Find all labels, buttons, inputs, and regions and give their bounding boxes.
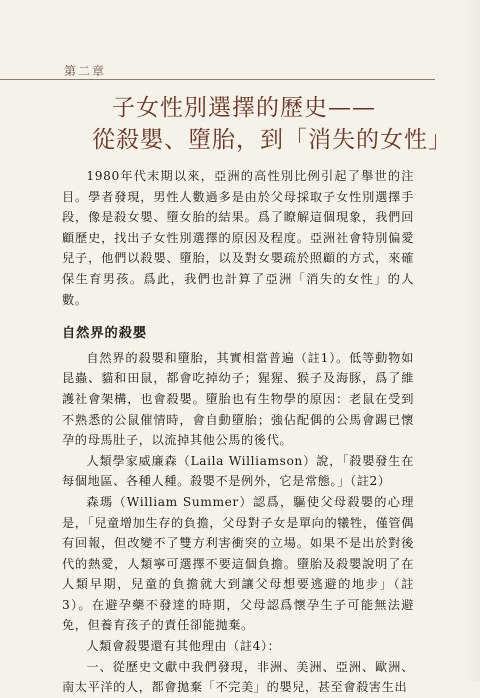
paragraph: 人類會殺嬰還有其他理由（註4）： <box>86 639 281 654</box>
title-line-1: 子女性別選擇的歷史—— <box>112 95 376 121</box>
chapter-title <box>88 92 458 156</box>
section-heading: 自然界的殺嬰 <box>62 326 148 342</box>
chapter-header: 第二章 <box>64 64 107 78</box>
intro-paragraph: 1980年代末期以來，亞洲的高性別比例引起了舉世的注目。學者發現，男性人數過多是由於父母採取子女性別選擇手段，像是殺女嬰、墮女胎的結果。爲了瞭解這個現象，我們回顧歷史，找出子女性別選擇的原因及程度。亞洲社會特別偏愛兒子，他們以殺嬰、墮胎，以及對女嬰疏於照顧的方式，來確保生育男孩。爲此，我們也計算了亞洲「消失的女性」的人數。 <box>62 169 414 307</box>
paragraph: 自然界的殺嬰和墮胎，其實相當普遍（註1）。低等動物如昆蟲、貓和田鼠，都會吃掉幼子；猩猩、猴子及海豚，爲了維護社會架構，也會殺嬰。墮胎也有生物學的原因：老鼠在受到不熟悉的公鼠催情時，會自動墮胎；強佔配偶的公馬會踢已懷孕的母馬肚子，以流掉其他公馬的後代。 <box>62 350 414 448</box>
paragraph: 一、從歷史文獻中我們發現，非洲、美洲、亞洲、歐洲、南太平洋的人，都會拋棄「不完美」的嬰兒，甚至會殺害生出 <box>62 659 414 695</box>
page-edge-shadow <box>466 0 480 681</box>
body-text <box>62 160 414 698</box>
header-rule <box>0 79 435 80</box>
paragraph: 人類學家威廉森（Laila Williamson）說，「殺嬰發生在每個地區、各種人種。殺嬰不是例外，它是常態。」（註2） <box>62 453 414 489</box>
title-line-2: 從殺嬰、墮胎，到「消失的女性」 <box>92 127 452 153</box>
paragraph: 森瑪（William Summer）認爲，驅使父母殺嬰的心理是，「兒童增加生存的負擔，父母對子女是單向的犧牲，僅管偶有回報，但改變不了雙方利害衝突的立場。如果不是出於對後代的熱愛，人類寧可選擇不要這個負擔。墮胎及殺嬰說明了在人類早期，兒童的負擔就大到讓父母想要逃避的地步」（註3）。在避孕藥不發達的時期，父母認爲懷孕生子可能無法避免，但養育孩子的責任卻能拋棄。 <box>62 494 414 633</box>
